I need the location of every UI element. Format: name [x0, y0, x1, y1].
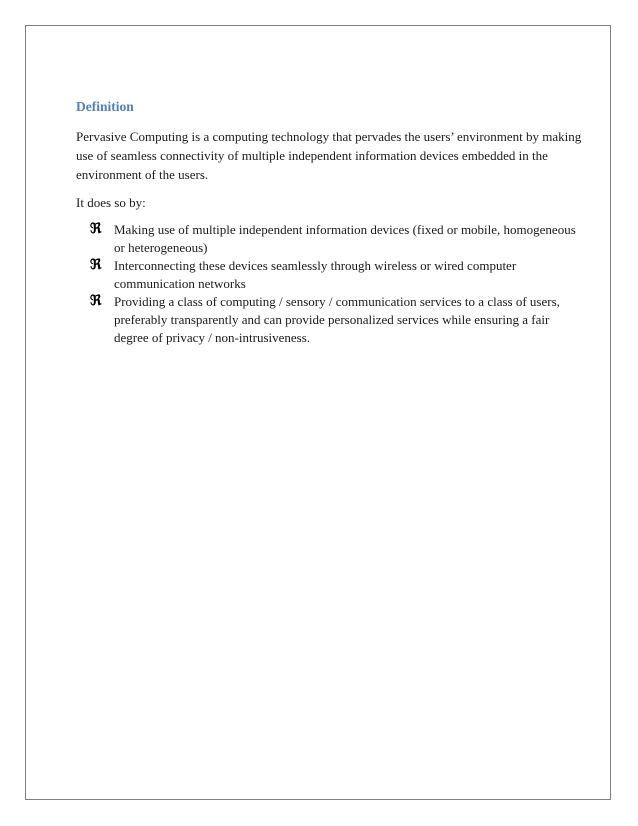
list-item: [90, 293, 586, 347]
lead-in-text: It does so by:: [76, 195, 146, 210]
intro-paragraph: Pervasive Computing is a computing technology that pervades the users’ environment by making use of seamless connectivity of multiple independent information devices embedded in the environment of the users.: [76, 129, 582, 182]
fraktur-r-bullet-icon: ℜ: [90, 222, 102, 237]
fraktur-r-bullet-icon: ℜ: [90, 258, 102, 273]
list-item-text: Providing a class of computing / sensory / communication services to a class of users, preferably transparently and can provide personalized services while ensuring a fair degree of privacy / non-intrusiveness.: [114, 294, 560, 345]
document-body: [76, 98, 586, 347]
list-item-text: Making use of multiple independent information devices (fixed or mobile, homogeneous or heterogeneous): [114, 222, 576, 255]
list-item: [90, 257, 586, 293]
bullet-list: [76, 221, 586, 347]
list-item: [90, 221, 586, 257]
fraktur-r-bullet-icon: ℜ: [90, 294, 102, 309]
document-page: [25, 25, 611, 800]
section-heading: Definition: [76, 99, 134, 114]
list-item-text: Interconnecting these devices seamlessly through wireless or wired computer communication networks: [114, 258, 517, 291]
